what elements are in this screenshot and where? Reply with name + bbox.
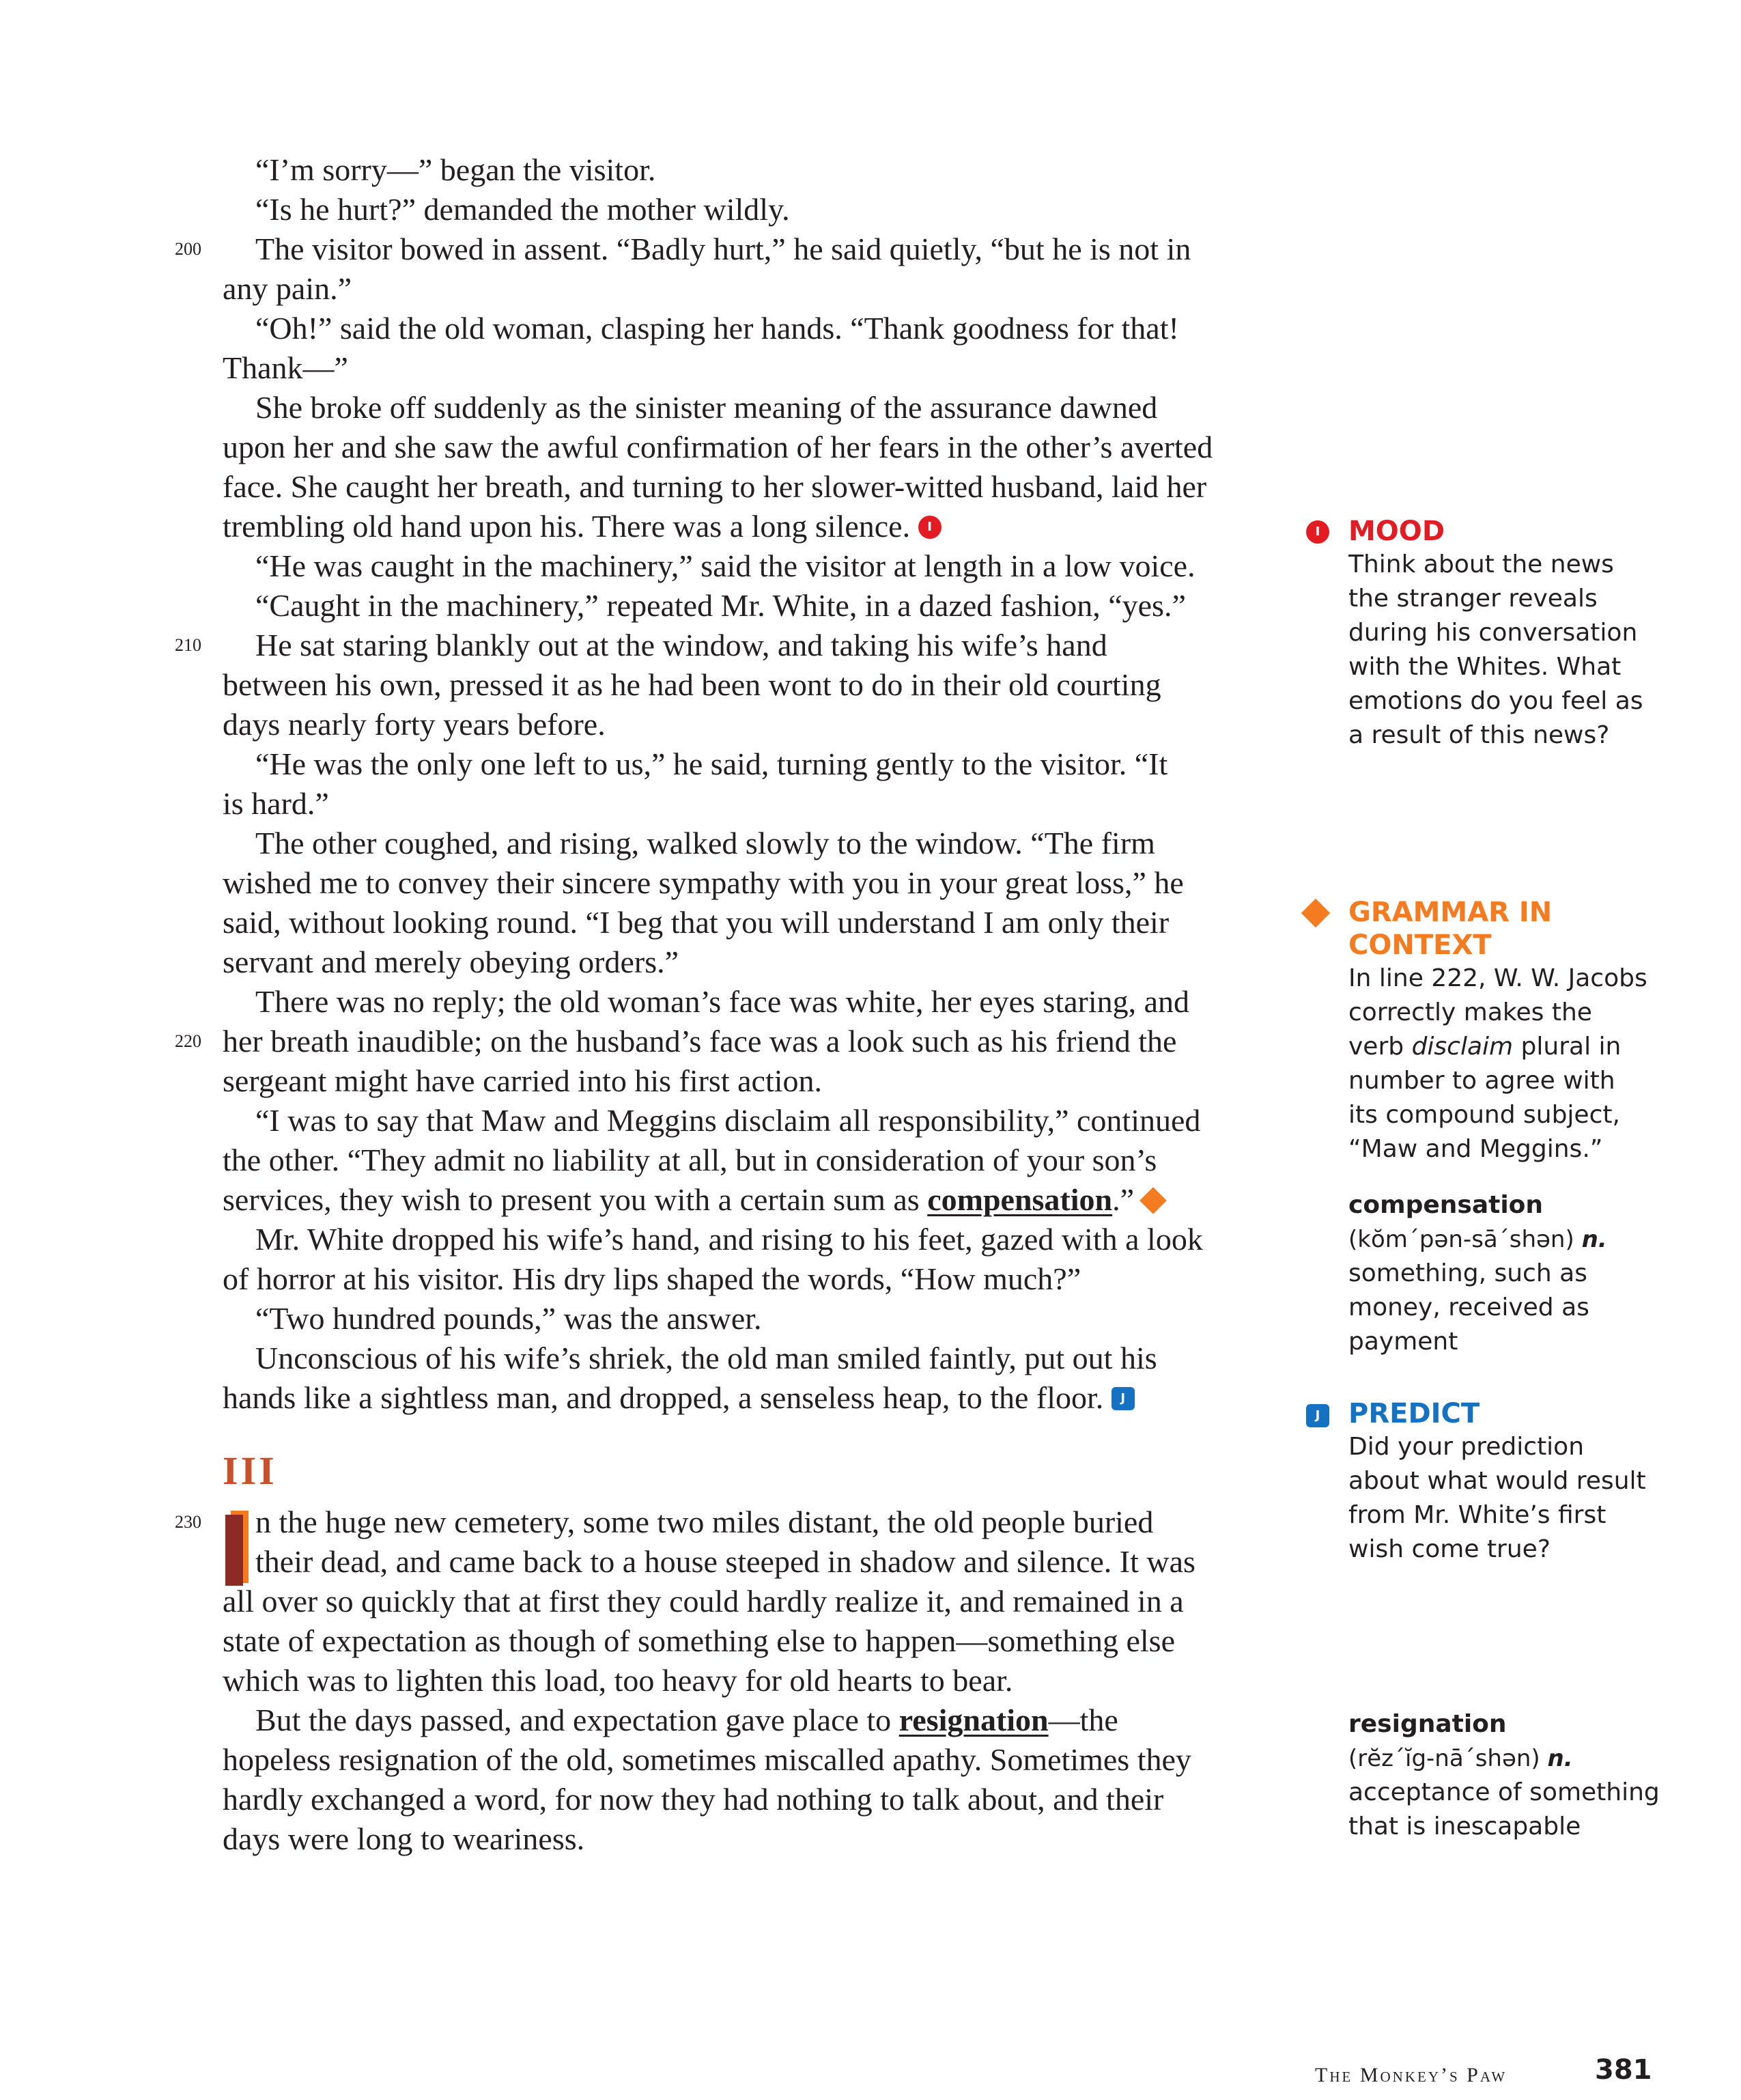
body-line: hardly exchanged a word, for now they had nothing to talk about, and their	[223, 1782, 1164, 1817]
body-line: between his own, pressed it as he had been wont to do in their old courting	[223, 667, 1161, 702]
predict-icon: J	[1306, 1404, 1329, 1427]
predict-heading: PREDICT	[1348, 1398, 1480, 1429]
body-line: The visitor bowed in assent. “Badly hurt,” he said quietly, “but he is not in	[255, 232, 1191, 266]
page-number: 381	[1595, 2054, 1652, 2086]
vocab-word-compensation[interactable]: compensation	[927, 1182, 1113, 1217]
body-line: state of expectation as though of something else to happen—something else	[223, 1623, 1176, 1658]
body-line: n the huge new cemetery, some two miles distant, the old people buried	[255, 1504, 1154, 1539]
body-line: sergeant might have carried into his first action.	[223, 1063, 822, 1098]
running-footer-title: The Monkey’s Paw	[1315, 2064, 1508, 2086]
body-line: servant and merely obeying orders.”	[223, 944, 679, 979]
grammar-heading: GRAMMAR IN	[1348, 897, 1553, 928]
body-line-text: But the days passed, and expectation gave place to	[255, 1703, 899, 1737]
grammar-text-part: In line 222, W. W. Jacobs correctly makes the verb	[1348, 964, 1647, 1061]
body-line: which was to lighten this load, too heavy for old hearts to bear.	[223, 1663, 1013, 1698]
body-line: all over so quickly that at first they could hardly realize it, and remained in a	[223, 1584, 1184, 1619]
body-line: Unconscious of his wife’s shriek, the old man smiled faintly, put out his	[255, 1341, 1157, 1375]
mood-marker-icon[interactable]: I	[918, 516, 942, 539]
body-line: “I was to say that Maw and Meggins disclaim all responsibility,” continued	[255, 1103, 1201, 1138]
line-number: 220	[175, 1031, 201, 1051]
part-of-speech: n.	[1581, 1226, 1607, 1253]
body-line: Mr. White dropped his wife’s hand, and rising to his feet, gazed with a look	[255, 1222, 1203, 1257]
pronunciation: (rĕz΄ĭg-nā΄shən)	[1348, 1745, 1540, 1772]
body-line: hopeless resignation of the old, sometimes miscalled apathy. Sometimes they	[223, 1742, 1191, 1777]
grammar-text-part: plural in number to agree with its compound subject, “Maw and Meggins.”	[1348, 1033, 1622, 1163]
body-line	[223, 1378, 1135, 1418]
body-line: days were long to weariness.	[223, 1821, 585, 1856]
part-of-speech: n.	[1547, 1745, 1573, 1772]
vocab-note-pronunciation	[1348, 1222, 1607, 1257]
body-line: any pain.”	[223, 271, 352, 306]
body-line: “I’m sorry—” began the visitor.	[255, 152, 656, 187]
vocab-note-word: resignation	[1348, 1710, 1507, 1738]
line-number: 230	[175, 1512, 201, 1532]
body-line: There was no reply; the old woman’s face was white, her eyes staring, and	[255, 984, 1190, 1019]
body-line: said, without looking round. “I beg that you will understand I am only their	[223, 905, 1170, 940]
vocab-word-resignation[interactable]: resignation	[898, 1703, 1049, 1737]
grammar-diamond-icon	[1301, 899, 1330, 927]
predict-text: Did your prediction about what would result from Mr. White’s first wish come true?	[1348, 1433, 1646, 1563]
body-line: “He was the only one left to us,” he said, turning gently to the visitor. “It	[255, 746, 1168, 781]
line-number: 200	[175, 239, 201, 259]
drop-cap-i-icon	[225, 1511, 250, 1586]
mood-note	[1348, 515, 1643, 753]
body-line	[223, 507, 942, 546]
body-line: “Two hundred pounds,” was the answer.	[255, 1301, 762, 1336]
body-line: face. She caught her breath, and turning to her slower-witted husband, laid her	[223, 469, 1207, 504]
body-line: the other. “They admit no liability at all, but in consideration of your son’s	[223, 1143, 1157, 1177]
body-line: He sat staring blankly out at the window, and taking his wife’s hand	[255, 628, 1107, 662]
mood-text: Think about the news the stranger reveals during his conversation with the Whites. What emotions do you feel as a result of this news?	[1348, 550, 1643, 749]
body-line-text: hands like a sightless man, and dropped, a senseless heap, to the floor.	[223, 1380, 1104, 1415]
section-heading: III	[223, 1448, 277, 1493]
predict-marker-icon[interactable]: J	[1112, 1387, 1135, 1410]
body-line	[255, 1700, 1118, 1740]
body-line: upon her and she saw the awful confirmation of her fears in the other’s averted	[223, 430, 1213, 464]
body-line: “He was caught in the machinery,” said the visitor at length in a low voice.	[255, 548, 1195, 583]
mood-icon: I	[1306, 520, 1329, 544]
body-line: of horror at his visitor. His dry lips shaped the words, “How much?”	[223, 1261, 1081, 1296]
grammar-text	[1348, 962, 1647, 1166]
body-line: “Is he hurt?” demanded the mother wildly.	[255, 192, 790, 227]
body-line-text: —the	[1048, 1703, 1118, 1737]
pronunciation: (kŏm΄pən-sā΄shən)	[1348, 1226, 1574, 1253]
vocab-note-word: compensation	[1348, 1191, 1544, 1219]
body-line: their dead, and came back to a house steeped in shadow and silence. It was	[255, 1544, 1195, 1579]
vocab-note-pronunciation	[1348, 1741, 1660, 1776]
body-line: is hard.”	[223, 786, 329, 821]
body-line-text: trembling old hand upon his. There was a long silence.	[223, 509, 911, 544]
mood-heading: MOOD	[1348, 516, 1445, 547]
body-line: Thank—”	[223, 350, 348, 385]
vocab-note-compensation	[1348, 1188, 1607, 1359]
grammar-text-italic: disclaim	[1411, 1033, 1514, 1061]
body-line: She broke off suddenly as the sinister meaning of the assurance dawned	[255, 390, 1158, 425]
body-line: wished me to convey their sincere sympathy with you in your great loss,” he	[223, 865, 1184, 900]
vocab-note-definition: acceptance of something that is inescapable	[1348, 1778, 1660, 1840]
vocab-note-definition: something, such as money, received as payment	[1348, 1259, 1589, 1356]
grammar-marker-icon[interactable]	[1140, 1188, 1167, 1215]
grammar-heading: CONTEXT	[1348, 929, 1492, 961]
body-line: “Oh!” said the old woman, clasping her hands. “Thank goodness for that!	[255, 311, 1179, 346]
line-number: 210	[175, 635, 201, 655]
grammar-note	[1348, 896, 1647, 1166]
predict-note	[1348, 1397, 1646, 1567]
body-line: “Caught in the machinery,” repeated Mr. White, in a dazed fashion, “yes.”	[255, 588, 1186, 623]
body-line	[223, 1180, 1163, 1220]
body-line-text: services, they wish to present you with a certain sum as	[223, 1182, 928, 1217]
body-line: her breath inaudible; on the husband’s face was a look such as his friend the	[223, 1024, 1177, 1059]
body-line-text: .”	[1112, 1182, 1135, 1217]
vocab-note-resignation	[1348, 1707, 1660, 1844]
body-line: The other coughed, and rising, walked slowly to the window. “The firm	[255, 826, 1155, 860]
body-line: days nearly forty years before.	[223, 707, 606, 742]
